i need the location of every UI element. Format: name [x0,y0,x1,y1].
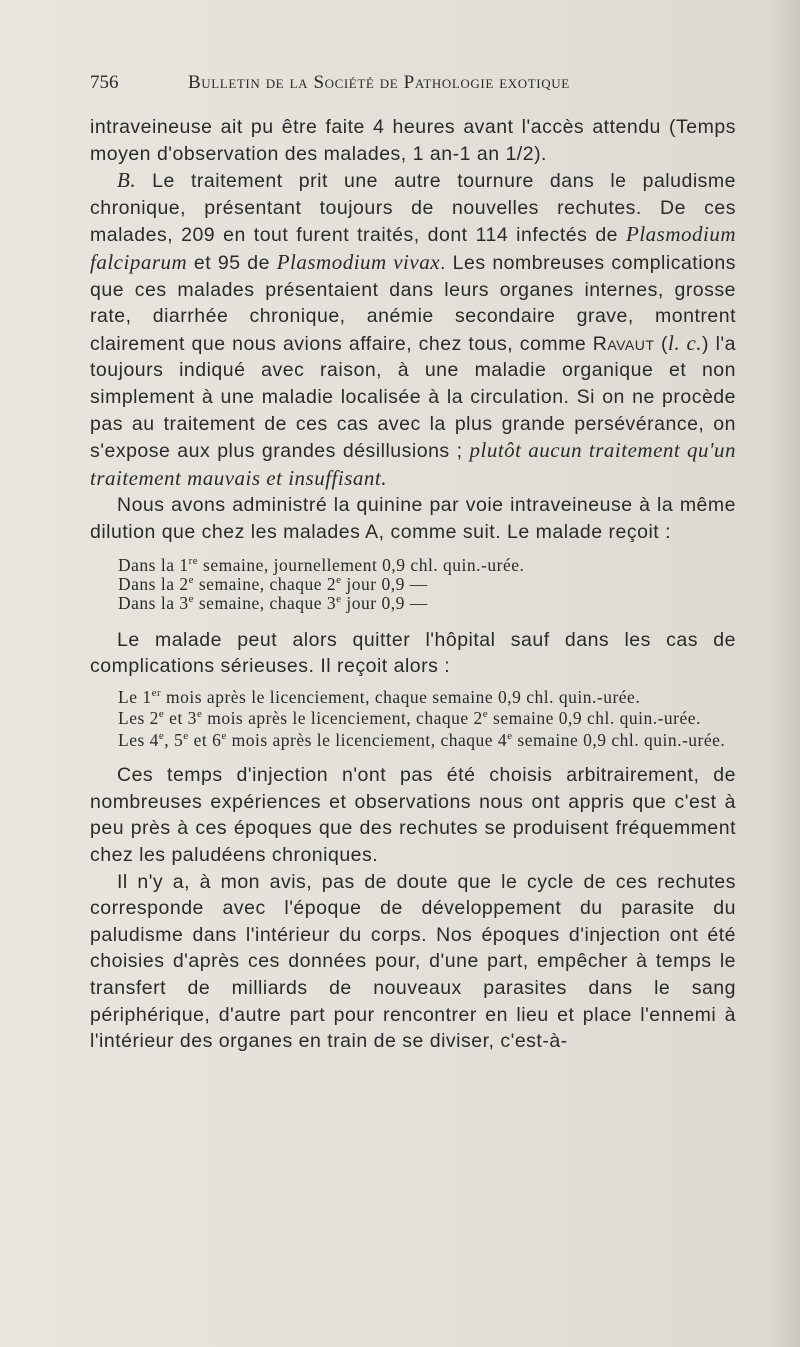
species-falciparum: Plasmodium falciparum [90,222,736,274]
paragraph-2: B. Le traitement prit une autre tournure dans le paludisme chronique, présentant toujours de nouvelles rechutes. De ces malades, 209 en tout furent traités, dont 114 infectés de Plasmodium falciparum et 95 de Plasmodium vivax. Les nombreuses complications que ces malades présentaient dans leurs organes internes, grosse rate, diarrhée chronique, anémie secondaire grave, montrent clairement que nous avions affaire, chez tous, comme Ravaut (l. c.) l'a toujours indiqué avec raison, à une maladie organique et non simplement à une maladie localisée à la circulation. Si on ne procède pas au traitement de ces cas avec la plus grande persévérance, on s'expose aux plus grandes désillusions ; plutôt aucun traitement qu'un traitement mauvais et insuffisant. [90,168,736,490]
loc-cit: l. c. [668,330,703,355]
discharge-row: Les 4e, 5e et 6e mois après le licenciement, chaque 4e semaine 0,9 chl. quin.-urée. [118,729,726,750]
discharge-row: Les 2e et 3e mois après le licenciement, chaque 2e semaine 0,9 chl. quin.-urée. [118,708,701,729]
body-text [90,114,736,1055]
paragraph-1: intraveineuse ait pu être faite 4 heures avant l'accès attendu (Temps moyen d'observation des malades, 1 an-1 an 1/2). [90,116,736,165]
discharge-schedule [90,688,736,751]
paragraph-3: Nous avons administré la quinine par voie intraveineuse à la même dilution que chez les malades A, comme suit. Le malade reçoit : [90,494,736,543]
schedule-row: Dans la 1re semaine, journellement 0,9 chl. quin.-urée. [118,554,525,575]
page-number: 756 [90,72,119,93]
running-title: Bulletin de la Société de Pathologie exotique [188,72,570,93]
schedule-row: Dans la 2e semaine, chaque 2e jour 0,9 — [118,573,428,594]
schedule-row: Dans la 3e semaine, chaque 3e jour 0,9 — [118,592,428,613]
discharge-row: Le 1er mois après le licenciement, chaque semaine 0,9 chl. quin.-urée. [118,686,641,707]
page-edge-shadow [770,0,800,1347]
hospital-schedule [118,556,736,613]
emphasis-quote: plutôt aucun traitement qu'un traitement mauvais et insuffisant. [90,438,736,490]
page-header [90,72,736,100]
species-vivax: Plasmodium vivax [276,249,441,274]
paragraph-6: Il n'y a, à mon avis, pas de doute que le cycle de ces rechutes corresponde avec l'époque de développement du parasite du paludisme dans l'intérieur du corps. Nos époques d'injection ont été choisies d'après ces données pour, d'une part, empêcher à temps le transfert de milliards de nouveaux parasites dans le sang périphérique, d'autre part pour rencontrer en lieu et place l'ennemi à l'intérieur des organes en train de se diviser, c'est-à- [90,870,736,1053]
section-label: B. [117,168,137,193]
paragraph-4: Le malade peut alors quitter l'hôpital sauf dans les cas de complications sérieuses. Il reçoit alors : [90,628,736,678]
paragraph-5: Ces temps d'injection n'ont pas été choisis arbitrairement, de nombreuses expériences et observations nous ont appris que c'est à peu près à ces époques que des rechutes se produisent fréquemment chez les paludéens chroniques. [90,764,736,866]
author-ravaut: Ravaut [592,332,655,355]
